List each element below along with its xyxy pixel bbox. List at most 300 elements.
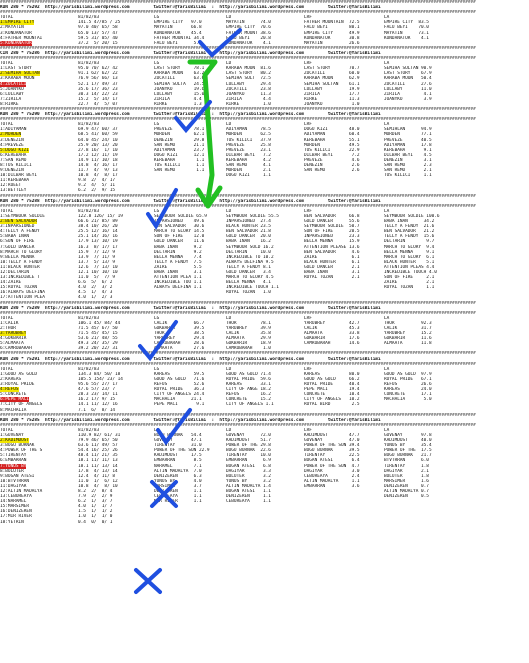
horse-name-label: 7:ZIRILA bbox=[0, 96, 22, 102]
table-cell: 76.9 56/ 66/ 13 bbox=[78, 76, 118, 82]
horse-name-label: 9:BOGAN ATESI bbox=[0, 473, 35, 479]
table-cell: LULLABY 19.9 bbox=[304, 86, 360, 92]
table-cell: GOKBARIR 17.6 bbox=[304, 336, 360, 342]
column-header-cell: LD bbox=[226, 315, 232, 321]
table-cell: TIRENTAY 31.0 bbox=[154, 443, 202, 449]
table-cell: LAST STORY 80.2 bbox=[226, 71, 271, 77]
horse-name-label: 6:SUN OF FIRE bbox=[0, 239, 35, 245]
horse-name-label: 1:SEYMBOUR SOLDIE bbox=[0, 213, 45, 219]
table-cell: 14.1 11/ 12/ 16 bbox=[78, 402, 118, 408]
table-cell: 16.2 17/ 9/ 15 bbox=[78, 397, 116, 403]
horse-name-label: 2:MAYATIN bbox=[0, 25, 24, 31]
table-cell: KADIMDOST 47.7 bbox=[304, 432, 360, 438]
table-cell: 141.5 47/85 / 25 bbox=[78, 20, 121, 26]
horse-name-label: 2:THOR bbox=[0, 326, 16, 331]
table-cell: 17.9 13/ 10/ 19 bbox=[78, 239, 118, 245]
horse-name-label: 8:BOLUTER bbox=[0, 468, 24, 474]
table-cell: BOGU BURNAK 21.7 bbox=[384, 453, 432, 459]
horse-name-label: 3:DENEZIN bbox=[0, 137, 24, 143]
horse-name-label: 13:BETTLEY bbox=[0, 188, 27, 194]
table-cell: INCREDIBLE TOU 1.1 bbox=[154, 280, 202, 286]
table-cell: YARUBREY 29.4 bbox=[154, 336, 205, 342]
table-cell: BELLA MENNA 7.4 bbox=[154, 254, 202, 260]
table-cell: TIRENTAY 22.5 bbox=[304, 453, 360, 459]
table-cell: 64.0 45/ 24/ 10 bbox=[78, 137, 118, 143]
horse-name-label: 2:KAREAS bbox=[0, 376, 22, 382]
table-cell: 15.2 5/ 14/ 17 bbox=[78, 96, 118, 102]
horse-name-label: 18:YETRIN bbox=[0, 519, 24, 525]
table-cell: BOGU BURNAK 22.6 bbox=[226, 448, 271, 454]
column-header-cell: TOTAL bbox=[0, 427, 14, 433]
race-section bbox=[0, 107, 529, 194]
column-header-cell: LG bbox=[154, 315, 160, 321]
table-cell: DENEZIN 2.6 bbox=[304, 163, 360, 168]
table-cell: TELLY A FENDY 8.1 bbox=[226, 264, 271, 270]
table-cell: JOANYKO 11.3 bbox=[226, 91, 271, 97]
table-cell: INPARSIONED 49.6 bbox=[154, 219, 205, 225]
column-header-cell: LA bbox=[384, 208, 390, 214]
table-cell: YARUBREY 15.2 bbox=[384, 331, 432, 337]
table-cell: MARSIMER 3.7 bbox=[154, 483, 202, 489]
table-cell: ALWAYS DELFINA 9.5 bbox=[226, 259, 274, 265]
table-cell: EMPIRE CITY 49.9 bbox=[304, 30, 360, 36]
column-header-cell: LA bbox=[384, 15, 390, 21]
horse-name-label: 2:BEN SALVADOR bbox=[0, 219, 38, 225]
table-cell: EMPIRE CITY 83.5 bbox=[384, 20, 429, 26]
table-cell: 4.0 2/ 3/ 2 bbox=[78, 285, 113, 291]
horse-name-label: 14:ZAIRE bbox=[0, 280, 22, 286]
table-cell: KEREBAHA 1.1 bbox=[154, 157, 205, 163]
table-cell: ADIYAMAN 60.4 bbox=[304, 132, 360, 138]
table-cell: MAYATIN 74.0 bbox=[226, 20, 271, 26]
table-cell: ALTIN MADALYA 1.4 bbox=[226, 483, 271, 489]
table-cell: ZIRILA 17.7 bbox=[304, 91, 360, 97]
horse-name-label: 1:CALIK bbox=[0, 320, 19, 326]
horse-name-label: 9:DENEZIN bbox=[0, 168, 24, 174]
table-cell: ROYAL PRIDE 59.6 bbox=[226, 376, 271, 382]
horse-name-label: 3:KONDANATOR bbox=[0, 30, 32, 36]
table-cell: POWER OF THE SUN 4.7 bbox=[304, 463, 360, 469]
table-cell: 59.5 31/ 05/ 40 bbox=[78, 35, 118, 41]
table-cell bbox=[0, 520, 78, 525]
table-cell: CAMROBARAH 28.6 bbox=[154, 341, 205, 347]
table-cell: SAN REMO 4.1 bbox=[226, 163, 271, 168]
horse-name-label: 8:TUS KILICI bbox=[0, 163, 32, 168]
table-cell: KADIMDOST 40.0 bbox=[384, 438, 432, 444]
table-cell: TELLY A FENDY 7.5 bbox=[154, 259, 202, 265]
table-cell: SAN REMO 1.1 bbox=[154, 168, 205, 174]
table-cell: 49.3 24/ 35/ 29 bbox=[78, 341, 118, 347]
table-cell: 13.9 7/ 11/ 9 bbox=[78, 254, 116, 260]
column-header-cell: LD bbox=[226, 208, 232, 214]
table-cell: 53.6 21/ 48/ 55 bbox=[78, 336, 118, 342]
column-header-cell: LA bbox=[384, 122, 390, 128]
table-cell: REFUS 26.6 bbox=[384, 382, 432, 388]
table-cell bbox=[226, 520, 304, 525]
table-cell: ZIRILA 4.4 bbox=[154, 96, 202, 102]
table-cell: GUVENAY 47.1 bbox=[154, 438, 202, 444]
race-section bbox=[0, 301, 529, 352]
race-header: KUN 280 * 75290 http://yarisbilimi.wordpress.com twitter:@YarisBilimi : http://yarisbilimi.wordpress.com twitter:@YarisBilimi bbox=[0, 112, 381, 118]
horse-name-label: 6:KEREBAHA bbox=[0, 152, 27, 158]
column-header-cell: LRF bbox=[304, 427, 312, 433]
table-cell: BTVTRRAN 6.0 bbox=[384, 458, 429, 464]
table-cell: DENIZEREN 0.5 bbox=[384, 494, 429, 500]
table-cell: ALMAATA 33.8 bbox=[304, 331, 360, 337]
race-section bbox=[0, 0, 529, 46]
column-header-cell: 81/82/83 bbox=[78, 366, 100, 372]
table-cell: CALIK 31.7 bbox=[384, 326, 432, 331]
table-cell: GOLD DANCER 11.6 bbox=[154, 239, 205, 245]
column-header-cell: LA bbox=[384, 366, 390, 372]
table-cell: KONDANATOR 4.1 bbox=[384, 35, 429, 41]
table-cell: CALIK 66.7 bbox=[154, 320, 205, 326]
table-cell: 106.1 45/ 84/ 44 bbox=[78, 320, 121, 326]
horse-name-label: 7:SAN REMO bbox=[0, 157, 27, 163]
table-cell: 25.9 20/ 13/ 20 bbox=[78, 142, 118, 148]
table-cell: ZUCATILI 63.6 bbox=[154, 76, 205, 82]
table-cell: ZIRILA 4.4 bbox=[226, 96, 271, 102]
table-cell: DILBAR BEYI 7.2 bbox=[226, 152, 271, 158]
table-cell: EMPIRE CITY 97.0 bbox=[154, 20, 202, 26]
table-cell: TELLY A FENDY 21.6 bbox=[384, 224, 435, 230]
table-cell: BABA INAN 34.2 bbox=[384, 219, 435, 225]
separator-line: #################################################################################################################################################################################### bbox=[0, 45, 476, 51]
horse-name-label: 1:LAST STORY bbox=[0, 66, 32, 72]
horse-name-label: 2:KADIMDOST bbox=[0, 438, 30, 444]
horse-name-label: 4:POWER OF THE S bbox=[0, 448, 43, 454]
column-header-cell: 81/82/83 bbox=[78, 315, 100, 321]
table-cell: MORDEN 62.5 bbox=[226, 132, 271, 138]
table-cell: 4.0 1/ 1/ 7 bbox=[78, 504, 113, 510]
table-cell: ZAIRE 2.1 bbox=[384, 280, 435, 286]
table-cell: 63.6 11/ 49/ 57 bbox=[78, 443, 118, 449]
table-cell: CAMROBARAH 14.6 bbox=[304, 341, 360, 347]
table-cell: DENIZEREN 1.1 bbox=[226, 494, 271, 500]
table-cell: INPARSIONED 27.4 bbox=[226, 219, 271, 225]
table-cell: 1.0 1/ 1/ 0 bbox=[78, 514, 113, 520]
table-cell: 134.3 84/ 50/ 18 bbox=[78, 371, 121, 377]
horse-name-label: 3:KARABA MOON bbox=[0, 76, 35, 82]
table-cell: 122.8 126/ 15/ 19 bbox=[78, 213, 123, 219]
table-cell: KEREBAHA 55.1 bbox=[304, 137, 360, 143]
table-cell: CEBUREAYA 1.1 bbox=[226, 499, 271, 505]
table-cell: DOGU KIZI 48.0 bbox=[304, 127, 360, 133]
table-cell: GOOD AS GOLD 71.4 bbox=[226, 371, 271, 377]
table-cell: BABA INAN 16.2 bbox=[226, 239, 271, 245]
column-header-cell: LRF bbox=[304, 208, 312, 214]
table-cell: BEN SALVADOR 30.6 bbox=[154, 224, 205, 230]
table-cell: DILBAR BEYI 7.2 bbox=[304, 152, 360, 158]
table-cell: PEPE MACI 9.1 bbox=[154, 402, 205, 408]
horse-name-label: 3:YARUBREY bbox=[0, 331, 27, 337]
table-cell: MORDEN 77.1 bbox=[384, 132, 432, 138]
table-cell: TUS KILICI 1.1 bbox=[154, 163, 205, 168]
table-cell: 38.4 10/ 26/ 20 bbox=[78, 224, 118, 230]
table-cell: 37.2 5/ 20/ 15 bbox=[78, 40, 118, 46]
table-cell: JOANYKO 19.6 bbox=[154, 86, 205, 92]
table-cell: POWER OF THE 29.8 bbox=[226, 443, 271, 449]
table-cell: ATTENTION PLEASE 13.6 bbox=[304, 244, 360, 250]
table-cell: 10.8 4/ 8/ 17 bbox=[78, 173, 118, 179]
horse-name-label: 4:TELLY A FENDY bbox=[0, 229, 40, 235]
table-cell: 11.0 1/ 6/ 12 bbox=[78, 478, 118, 484]
table-cell: MORDEN 62.1 bbox=[154, 132, 205, 138]
table-cell: NARAMEL 7.1 bbox=[154, 463, 202, 469]
table-cell: KARABA MOON 81.6 bbox=[226, 66, 271, 72]
table-cell: SEYMBOUR SOLDIE 65.9 bbox=[154, 213, 207, 219]
column-header-cell: LG bbox=[154, 366, 160, 372]
race-header: KUN 280 * 75285 http://yarisbilimi.wordpress.com twitter:@YarisBilimi : http://yarisbilimi.wordpress.com twitter:@YarisBilimi bbox=[0, 417, 381, 423]
table-cell: DILBAR BEYI 4.5 bbox=[384, 152, 432, 158]
table-cell: YARUBREY 39.9 bbox=[226, 326, 271, 331]
table-cell: FATHER MOUNTAIN 72.5 bbox=[304, 20, 360, 26]
column-header-cell: LRF bbox=[304, 122, 312, 128]
table-cell: DENIZEREN 1.1 bbox=[154, 489, 202, 494]
table-cell: YUNUS BY 4.0 bbox=[154, 478, 202, 484]
table-cell: ALMAATA 11.8 bbox=[384, 341, 432, 347]
horse-name-label: 13:INCREDIBLE T bbox=[0, 275, 40, 281]
table-cell: BELLA MENNA 4.1 bbox=[226, 280, 271, 286]
separator-line: #################################################################################################################################################################################### bbox=[0, 0, 476, 5]
table-cell: GOLD DANCER 2.1 bbox=[304, 264, 360, 270]
table-cell: GOLD DANCER 20.0 bbox=[226, 234, 271, 240]
table-cell: SAN REMO 2.6 bbox=[304, 168, 360, 174]
table-cell: CEBUREAYA 2.4 bbox=[304, 473, 360, 479]
table-cell: ATTENTION PLEAS 4.4 bbox=[384, 264, 435, 270]
table-cell: YUNUS BY 3.2 bbox=[226, 478, 271, 484]
horse-name-label: 9:BELLA MENNA bbox=[0, 254, 35, 260]
separator-line: #################################################################################################################################################################################### bbox=[0, 300, 476, 306]
table-cell: BOLUTER 1.8 bbox=[384, 473, 429, 479]
table-cell: ROYAL PRIDE 36.3 bbox=[154, 387, 205, 393]
table-cell: MAYATIN 66.8 bbox=[154, 25, 202, 31]
table-cell: 28.3 23/ 14/ 11 bbox=[78, 392, 118, 398]
table-cell: ALTIN MADALYA 7.0 bbox=[154, 468, 202, 474]
table-cell: DENEZIN 3.1 bbox=[384, 157, 432, 163]
table-cell: FATHER MOUNT 38.6 bbox=[226, 30, 271, 36]
table-cell: ALTIN MADALYA 1.1 bbox=[304, 478, 360, 484]
table-cell: SEMIHA SULTAN 61.1 bbox=[304, 81, 360, 87]
horse-name-label: 7:GOLD DANCER bbox=[0, 244, 35, 250]
table-cell bbox=[384, 520, 452, 525]
horse-name-label: 12:DELTARIN bbox=[0, 269, 30, 275]
column-header-cell: LD bbox=[226, 122, 232, 128]
table-cell: 7.9 2/ 2/ 9 bbox=[78, 494, 113, 500]
column-header-cell: LD bbox=[226, 427, 232, 433]
race-header: KUN 280 * 75292 http://yarisbilimi.wordpress.com twitter:@YarisBilimi : http://yarisbilimi.wordpress.com twitter:@YarisBilimi bbox=[0, 5, 381, 11]
separator-line: #################################################################################################################################################################################### bbox=[0, 203, 476, 209]
column-header-cell: TOTAL bbox=[0, 122, 14, 128]
table-cell: BOGAN ATESI 6.8 bbox=[226, 463, 271, 469]
table-cell: BEN SALVADOR 4.6 bbox=[304, 249, 360, 255]
horse-name-label: 6:PEPE MACI bbox=[0, 397, 30, 403]
table-cell: SUN OF FIRE 12.0 bbox=[154, 234, 205, 240]
table-cell: GOKBARIR 11.6 bbox=[384, 336, 432, 342]
table-cell: POWER OF THE 17.5 bbox=[384, 448, 432, 454]
column-header-cell: LA bbox=[384, 61, 390, 67]
table-cell: KADIMDOST 17.5 bbox=[154, 453, 202, 459]
table-cell: ZAIRE 5.5 bbox=[154, 264, 202, 270]
column-header-cell: TOTAL bbox=[0, 366, 14, 372]
table-cell: RIRKE 11.3 bbox=[304, 96, 360, 102]
horse-name-label: 6:LULLABY bbox=[0, 91, 24, 97]
column-header-cell: LG bbox=[154, 61, 160, 67]
table-cell: RIRKE 1.3 bbox=[154, 101, 202, 107]
horse-name-label: 3:ROYAL PRIDE bbox=[0, 382, 35, 388]
table-cell: KONDANATOR 30.8 bbox=[304, 35, 360, 41]
table-cell: SUN OF FIRE 2.1 bbox=[384, 275, 435, 281]
table-cell: 97.0 40/ 65/ 58 bbox=[78, 25, 118, 31]
table-cell: ROYAL PRIDE 67.1 bbox=[384, 376, 432, 382]
table-cell: BELLA MENNA 15.9 bbox=[304, 239, 360, 245]
table-cell: GOLD DANCER 3.4 bbox=[226, 269, 271, 275]
horse-name-label: 1:GOOD AS GOLD bbox=[0, 371, 38, 377]
table-cell: MACHALIA 5.0 bbox=[384, 397, 432, 403]
table-cell: MARCH TO GLORY 9.4 bbox=[384, 244, 435, 250]
table-cell: CITY OF ANGE 18.2 bbox=[226, 387, 271, 393]
horse-name-label: 3:INPARSIONED bbox=[0, 224, 35, 230]
horse-name-label: 11:BLACK HUNTER bbox=[0, 264, 40, 270]
table-cell: ADIYAMAN 23.7 bbox=[154, 147, 205, 153]
table-cell: 12.1 10/ 10/ 10 bbox=[78, 269, 118, 275]
horse-name-label: 11:DAGIYAR bbox=[0, 483, 27, 489]
table-cell: ZIRILA 4.1 bbox=[384, 91, 432, 97]
table-cell: PREVEZE 23.1 bbox=[226, 147, 271, 153]
separator-line: #################################################################################################################################################################################### bbox=[0, 10, 476, 16]
column-header-cell: 81/82/83 bbox=[78, 15, 100, 21]
horse-name-label: 10:TELLY A FENDY bbox=[0, 259, 43, 265]
column-header-cell: 81/82/83 bbox=[78, 61, 100, 67]
table-cell: POWER OF THE SUN 22.9 bbox=[154, 448, 210, 454]
table-cell: 71.5 45/ 45/ 15 bbox=[78, 331, 118, 337]
table-cell: PREVEZE 40.5 bbox=[384, 137, 432, 143]
horse-name-label: 3:BOGU BURNAK bbox=[0, 443, 35, 449]
table-cell: SEMIHA SULTAN 90.9 bbox=[384, 66, 432, 72]
column-header-cell: LD bbox=[226, 61, 232, 67]
table-cell: 18.1 11/ 11/ 13 bbox=[78, 458, 118, 464]
table-cell: SEYMBOUR SOLD 16.2 bbox=[226, 244, 274, 250]
table-cell: FALU BEYI 70.0 bbox=[384, 25, 429, 31]
horse-name-label: 15:MARSIMER bbox=[0, 504, 30, 510]
column-header-cell: LD bbox=[226, 15, 232, 21]
race-section bbox=[0, 351, 529, 412]
column-header-cell: LG bbox=[154, 427, 160, 433]
horse-name-label: 10:BTVTRRAN bbox=[0, 478, 30, 484]
horse-name-label: 6:CAMROBARAH bbox=[0, 346, 32, 352]
separator-line: #################################################################################################################################################################################### bbox=[0, 106, 476, 112]
table-cell: LAST STORY 70.7 bbox=[304, 66, 360, 72]
horse-name-label: 16:ALWAYS DELFINA bbox=[0, 290, 45, 296]
table-cell: CITY OF ANGELS 10.2 bbox=[304, 397, 360, 403]
table-cell: ADIYAMAN 78.5 bbox=[226, 127, 271, 133]
table-cell: KARABA MOON 50.4 bbox=[384, 76, 432, 82]
table-cell: 39.2 20/ 22/ 31 bbox=[78, 346, 118, 352]
table-cell: MACHALIA 21.1 bbox=[154, 397, 202, 403]
table-cell: MARCH TO GLORY 14.5 bbox=[154, 229, 205, 235]
table-cell: 105.5 154/ 23/ 14 bbox=[78, 376, 123, 382]
table-cell: DENIZEREN 6.3 bbox=[154, 473, 202, 479]
table-cell: 8.2 2/ 8/ 4 bbox=[78, 489, 113, 494]
horse-name-label: 4:GOKBARIR bbox=[0, 336, 27, 342]
table-cell: KARABA MOON 63.2 bbox=[154, 71, 205, 77]
table-cell: DENIZEREN 0.7 bbox=[384, 483, 429, 489]
table-cell: 65.0 13/ 57/ 47 bbox=[78, 30, 118, 36]
table-cell: ATTENTION PLEA 1.1 bbox=[154, 275, 202, 281]
table-cell bbox=[304, 520, 384, 525]
table-cell: POWER OF THE SUN 39.4 bbox=[304, 443, 360, 449]
table-cell: 11.7 4/ 9/ 13 bbox=[78, 168, 118, 174]
column-header-cell: LG bbox=[154, 122, 160, 128]
table-cell: MARSIMER 1.6 bbox=[384, 478, 429, 484]
table-cell: 18.1 11/ 13/ 14 bbox=[78, 463, 118, 469]
table-cell: 110.9 82/ 61/ 31 bbox=[78, 432, 121, 438]
table-cell: ROYAL TOZAN 2.1 bbox=[304, 275, 360, 281]
table-cell: SAN REMO 2.3 bbox=[384, 163, 432, 168]
table-cell: ROYAL PRIDE 40.4 bbox=[304, 382, 360, 388]
separator-line: #################################################################################################################################################################################### bbox=[0, 351, 476, 357]
column-header-cell: LA bbox=[384, 427, 390, 433]
table-cell: ROYAL TOZAN 1.1 bbox=[384, 285, 435, 291]
table-cell: DELTARIN 9.2 bbox=[154, 249, 202, 255]
column-header-cell: LG bbox=[154, 208, 160, 214]
table-cell: 79.9 46/ 65/ 50 bbox=[78, 438, 118, 444]
table-cell: PEPE MACI 19.4 bbox=[304, 387, 360, 393]
table-cell: SEYMBOUR SOLDIE 55.5 bbox=[226, 213, 279, 219]
table-cell: ZUCATILI 60.0 bbox=[304, 71, 360, 77]
horse-name-label: 11:KEREBAHA bbox=[0, 178, 30, 184]
table-cell: INCREDIBLE TO 10.2 bbox=[226, 254, 274, 260]
horse-name-label: 4:PREVEZE bbox=[0, 142, 24, 148]
table-cell: KONDANATOR 45.4 bbox=[154, 30, 202, 36]
table-cell: LAST STORY 78.1 bbox=[154, 66, 205, 72]
table-cell: 6.6 5/ 6/ 2 bbox=[78, 280, 113, 286]
table-cell: SEMIHA SULTA 24.5 bbox=[154, 81, 205, 87]
horse-name-label: 5:BABA INAN bbox=[0, 234, 30, 240]
table-cell: BLACK HUNTER 5.1 bbox=[384, 259, 435, 265]
table-cell: INCREDIBLE TOUCH 1.1 bbox=[226, 285, 279, 291]
table-cell: ALMAATA 27.6 bbox=[154, 346, 205, 352]
table-cell: KAREAS 33.1 bbox=[226, 382, 271, 388]
table-cell: THOR 92.3 bbox=[384, 320, 432, 326]
table-cell: 25.1 14/ 16/ 16 bbox=[78, 234, 118, 240]
table-cell: 71.5 45/ 67/ 50 bbox=[78, 326, 118, 331]
table-cell: DOGU KIZI 1.1 bbox=[226, 173, 271, 179]
table-cell: 68.5 41/ 60/ 59 bbox=[78, 132, 118, 138]
separator-line: #################################################################################################################################################################################### bbox=[0, 310, 476, 316]
table-cell: KEREBAHA 9.1 bbox=[384, 147, 432, 153]
table-cell: FALU BEYI 80.1 bbox=[304, 25, 360, 31]
table-cell: FALU BEYI 5.9 bbox=[154, 40, 202, 46]
column-header-cell: TOTAL bbox=[0, 208, 14, 214]
table-cell: BOGU BURNAK 39.5 bbox=[304, 448, 360, 454]
table-cell: BEN SALVADOR 21.8 bbox=[226, 229, 271, 235]
table-cell: TIRENTAY 1.8 bbox=[384, 463, 429, 469]
table-cell: KONDANATOR 4.1 bbox=[226, 40, 271, 46]
table-cell: DELTARIN 10.0 bbox=[226, 249, 271, 255]
horse-name-label: 7:YUNUS BY bbox=[0, 463, 27, 469]
table-cell: BEN SALVADOR 66.8 bbox=[304, 213, 360, 219]
table-cell: 10.8 4/ 8/ 10 bbox=[78, 483, 118, 489]
race-section bbox=[0, 413, 529, 525]
table-cell: MORDEN 2.1 bbox=[226, 168, 271, 174]
table-cell: MAYATIN 26.6 bbox=[304, 40, 360, 46]
table-cell: MIR RIVER 1.1 bbox=[154, 499, 202, 505]
table-cell: 27.8 16/ 1/ 10 bbox=[78, 147, 118, 153]
column-header-cell: LD bbox=[226, 366, 232, 372]
horse-name-label: 14:NARAMEL bbox=[0, 499, 27, 505]
horse-name-label: 6:EMBARRAN bbox=[0, 458, 27, 464]
